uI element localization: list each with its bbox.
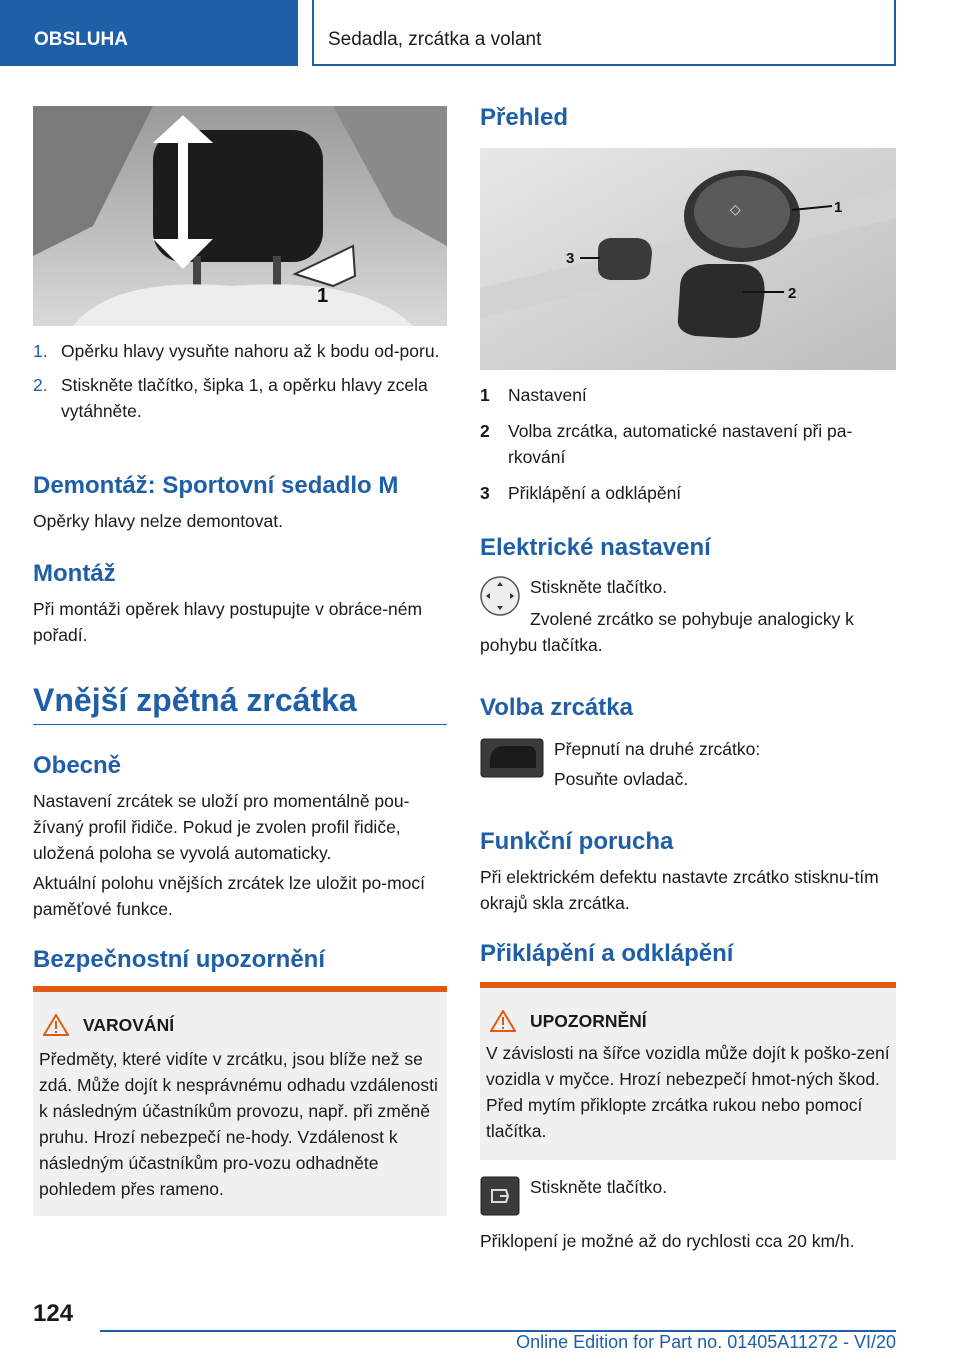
obecne-heading: Obecně xyxy=(33,752,122,779)
porucha-heading: Funkční porucha xyxy=(480,828,674,855)
safety-heading: Bezpečnostní upozornění xyxy=(33,946,326,973)
demontaz-text: Opěrky hlavy nelze demontovat. xyxy=(33,511,283,531)
warning-header xyxy=(43,1014,174,1036)
legend-number: 2 xyxy=(480,421,490,441)
callout-label: 3 xyxy=(566,250,575,267)
prehled-heading: Přehled xyxy=(480,104,569,131)
headrest-photo xyxy=(33,106,447,326)
step-number: 1. xyxy=(33,341,48,361)
chapter-title-header: Sedadla, zrcátka a volant xyxy=(312,0,896,66)
volba-heading: Volba zrcátka xyxy=(480,694,633,721)
elektricke-heading: Elektrické nastavení xyxy=(480,534,711,561)
list-item xyxy=(480,480,896,506)
step-list xyxy=(33,338,447,432)
list-item xyxy=(480,418,896,470)
warning-text: Předměty, které vidíte v zrcátku, jsou blíže než se zdá. Může dojít k nesprávnému odhadu vzdálenosti k následným účastníkům provozu, např. při změně pruhu. Hrozí nebezpečí ne-hody. Vzdálenost k následným účastníkům pro-vozu odhadněte pohledem přes rameno. xyxy=(39,1049,438,1199)
legend-number: 3 xyxy=(480,483,490,503)
section-tab[interactable]: OBSLUHA xyxy=(0,0,298,66)
warning-bar xyxy=(33,986,447,992)
demontaz-heading: Demontáž: Sportovní sedadlo M xyxy=(33,472,399,499)
callout-label: 2 xyxy=(788,285,797,302)
caution-bar xyxy=(480,982,896,988)
callout-label: 1 xyxy=(834,199,843,216)
montaz-text: Při montáži opěrek hlavy postupujte v obráce-ném pořadí. xyxy=(33,599,423,645)
elektricke-line-1: Stiskněte tlačítko. xyxy=(530,577,668,597)
priklapeni-heading: Přiklápění a odklápění xyxy=(480,940,734,967)
obecne-paragraph-2: Aktuální polohu vnějších zrcátek lze uložit po-mocí paměťové funkce. xyxy=(33,873,425,919)
warning-triangle-icon xyxy=(490,1010,516,1032)
caution-text: V závislosti na šířce vozidla může dojít k poško-zení vozidla v myčce. Hrozí nebezpečí hmot-ných škod. Před mytím přiklopte zrcátka rukou nebo pomocí tlačítka. xyxy=(486,1043,890,1141)
callout-label: 1 xyxy=(317,285,329,307)
priklapeni-line-1: Stiskněte tlačítko. xyxy=(530,1177,668,1197)
warning-box xyxy=(33,986,447,1216)
edition-link[interactable]: Online Edition for Part no. 01405A11272 - VI/20 xyxy=(516,1332,896,1352)
svg-text:◇: ◇ xyxy=(730,201,741,217)
montaz-heading: Montáž xyxy=(33,560,116,587)
page-header xyxy=(0,0,960,66)
page-number: 124 xyxy=(33,1300,74,1327)
mirror-controls-illustration xyxy=(480,148,896,370)
legend-number: 1 xyxy=(480,385,490,405)
obecne-paragraph-1: Nastavení zrcátek se uloží pro momentálně pou-žívaný profil řidiče. Pokud je zvolen profil řidiče, uložená poloha se vyvolá automaticky. xyxy=(33,791,410,863)
volba-line-2: Posuňte ovladač. xyxy=(554,769,689,789)
list-item xyxy=(33,338,447,364)
step-text: Stiskněte tlačítko, šipka 1, a opěrku hlavy zcela vytáhněte. xyxy=(61,375,428,421)
headrest-illustration xyxy=(33,106,447,326)
volba-line-1: Přepnutí na druhé zrcátko: xyxy=(554,739,761,759)
priklapeni-line-2: Přiklopení je možné až do rychlosti cca 20 km/h. xyxy=(480,1231,855,1251)
warning-title: VAROVÁNÍ xyxy=(83,1014,175,1035)
caution-title: UPOZORNĚNÍ xyxy=(530,1010,647,1031)
legend-text: Přiklápění a odklápění xyxy=(508,483,682,503)
list-item xyxy=(33,372,447,424)
caution-header xyxy=(490,1010,647,1032)
caution-box xyxy=(480,982,896,1160)
fold-mirror-button-icon xyxy=(480,1176,520,1216)
chapter-heading: Vnější zpětná zrcátka xyxy=(33,682,357,718)
legend-text: Nastavení xyxy=(508,385,587,405)
chapter-divider xyxy=(33,724,447,725)
step-text: Opěrku hlavy vysuňte nahoru až k bodu od-poru. xyxy=(61,341,440,361)
mirror-selector-icon xyxy=(480,738,544,778)
warning-triangle-icon xyxy=(43,1014,69,1036)
legend-list xyxy=(480,382,896,516)
mirror-controls-photo xyxy=(480,148,896,370)
step-number: 2. xyxy=(33,375,48,395)
porucha-text: Při elektrickém defektu nastavte zrcátko stisknu-tím okrajů skla zrcátka. xyxy=(480,867,879,913)
list-item xyxy=(480,382,896,408)
elektricke-line-2: Zvolené zrcátko se pohybuje analogicky k pohybu tlačítka. xyxy=(480,609,854,655)
legend-text: Volba zrcátka, automatické nastavení při pa-rkování xyxy=(508,421,853,467)
